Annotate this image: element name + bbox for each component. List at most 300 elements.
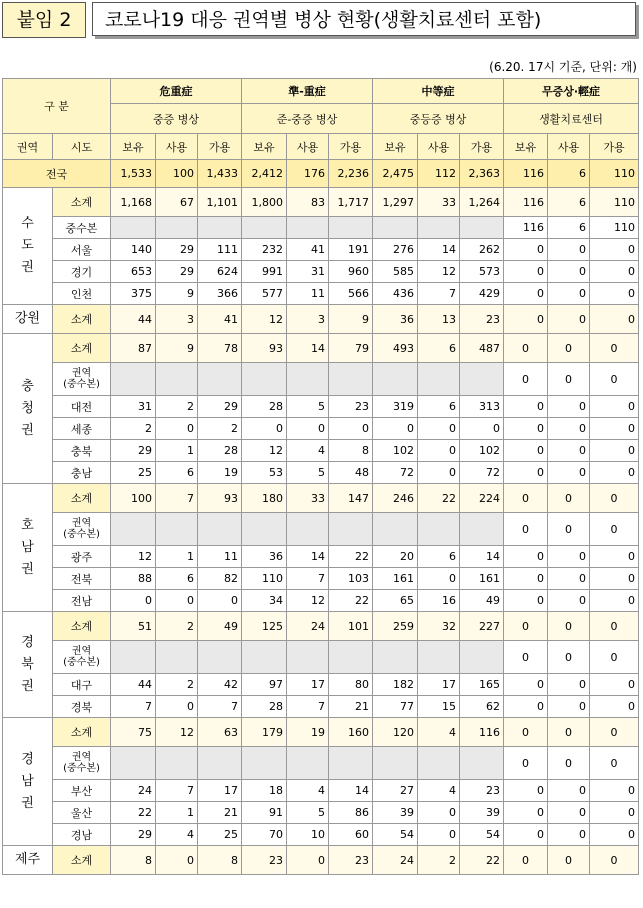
sido-label: 울산: [53, 802, 111, 824]
table-cell: [198, 513, 242, 546]
table-row: [3, 718, 639, 747]
table-cell: [460, 641, 504, 674]
table-cell: 2: [198, 418, 242, 440]
header-group-semi-critical: 準-重症: [242, 79, 373, 104]
table-cell: 0: [548, 546, 590, 568]
table-cell: 53: [242, 462, 287, 484]
table-cell: 2,475: [373, 160, 418, 188]
table-cell: 0: [590, 802, 639, 824]
sido-label: 소계: [53, 612, 111, 641]
table-row: [3, 546, 639, 568]
table-cell: 79: [329, 334, 373, 363]
table-cell: 0: [548, 239, 590, 261]
table-cell: 0: [242, 418, 287, 440]
header-col: 보유: [504, 134, 548, 160]
table-cell: 14: [287, 546, 329, 568]
table-cell: 93: [198, 484, 242, 513]
table-cell: 36: [242, 546, 287, 568]
table-cell: 960: [329, 261, 373, 283]
table-cell: 54: [460, 824, 504, 846]
table-cell: 12: [287, 590, 329, 612]
table-cell: 8: [198, 846, 242, 875]
table-cell: [373, 747, 418, 780]
table-cell: [329, 363, 373, 396]
table-cell: 7: [156, 484, 198, 513]
table-cell: 101: [329, 612, 373, 641]
table-cell: 110: [242, 568, 287, 590]
table-cell: 24: [287, 612, 329, 641]
table-cell: 2,236: [329, 160, 373, 188]
table-cell: 0: [287, 418, 329, 440]
sido-label: 권역 (중수본): [53, 513, 111, 546]
region-label: 충 청 권: [3, 334, 53, 484]
table-cell: 110: [590, 188, 639, 217]
table-cell: 0: [590, 418, 639, 440]
table-row: [3, 824, 639, 846]
table-cell: 4: [156, 824, 198, 846]
table-row: [3, 612, 639, 641]
sido-label: 소계: [53, 718, 111, 747]
table-cell: 0: [590, 612, 639, 641]
table-cell: 160: [329, 718, 373, 747]
table-cell: 0: [156, 846, 198, 875]
table-cell: 34: [242, 590, 287, 612]
table-cell: [111, 513, 156, 546]
table-cell: 0: [504, 846, 548, 875]
table-cell: 86: [329, 802, 373, 824]
table-cell: 28: [242, 396, 287, 418]
sido-label: 부산: [53, 780, 111, 802]
header-col: 사용: [418, 134, 460, 160]
table-cell: 19: [287, 718, 329, 747]
sido-label: 중수본: [53, 217, 111, 239]
table-cell: [242, 513, 287, 546]
table-row: [3, 780, 639, 802]
header-col: 사용: [548, 134, 590, 160]
table-cell: 0: [156, 590, 198, 612]
table-cell: 0: [504, 802, 548, 824]
table-cell: [242, 217, 287, 239]
table-row: [3, 462, 639, 484]
table-cell: 180: [242, 484, 287, 513]
table-cell: 28: [198, 440, 242, 462]
table-cell: [460, 513, 504, 546]
table-cell: 93: [242, 334, 287, 363]
region-label: 강원: [3, 305, 53, 334]
header-sub-semi-critical: 준-중증 병상: [242, 104, 373, 134]
table-cell: 4: [287, 780, 329, 802]
table-row: [3, 846, 639, 875]
table-cell: 191: [329, 239, 373, 261]
table-cell: 0: [287, 846, 329, 875]
table-cell: 14: [329, 780, 373, 802]
table-cell: 246: [373, 484, 418, 513]
table-cell: 276: [373, 239, 418, 261]
table-cell: 14: [460, 546, 504, 568]
table-cell: 1,533: [111, 160, 156, 188]
bed-status-table: [2, 78, 639, 875]
table-cell: 116: [504, 217, 548, 239]
table-cell: 0: [548, 261, 590, 283]
table-cell: 14: [287, 334, 329, 363]
table-cell: 29: [156, 261, 198, 283]
table-cell: 0: [548, 513, 590, 546]
sido-label: 소계: [53, 484, 111, 513]
table-cell: 4: [418, 780, 460, 802]
table-cell: 100: [111, 484, 156, 513]
table-cell: 51: [111, 612, 156, 641]
table-cell: 77: [373, 696, 418, 718]
table-row: [3, 641, 639, 674]
table-cell: 487: [460, 334, 504, 363]
table-row: [3, 261, 639, 283]
table-cell: 0: [156, 418, 198, 440]
table-cell: 0: [111, 590, 156, 612]
table-cell: 0: [548, 802, 590, 824]
table-cell: 7: [198, 696, 242, 718]
table-cell: 0: [418, 802, 460, 824]
table-cell: 0: [590, 484, 639, 513]
table-row: [3, 418, 639, 440]
header-col: 보유: [373, 134, 418, 160]
table-cell: 33: [418, 188, 460, 217]
table-cell: 0: [504, 546, 548, 568]
sido-label: 대구: [53, 674, 111, 696]
table-cell: 0: [590, 824, 639, 846]
table-cell: 0: [548, 696, 590, 718]
table-cell: 140: [111, 239, 156, 261]
table-cell: 7: [111, 696, 156, 718]
header-col: 보유: [242, 134, 287, 160]
table-cell: 5: [287, 802, 329, 824]
table-cell: 0: [548, 747, 590, 780]
table-cell: 2: [156, 396, 198, 418]
table-cell: 7: [287, 696, 329, 718]
table-cell: 0: [198, 590, 242, 612]
region-label: 경 북 권: [3, 612, 53, 718]
table-row: [3, 283, 639, 305]
table-cell: 7: [418, 283, 460, 305]
table-cell: [287, 513, 329, 546]
table-cell: 12: [111, 546, 156, 568]
table-cell: 14: [418, 239, 460, 261]
table-cell: 147: [329, 484, 373, 513]
table-cell: 31: [111, 396, 156, 418]
table-cell: 0: [590, 747, 639, 780]
table-cell: [111, 217, 156, 239]
region-label: 수 도 권: [3, 188, 53, 305]
table-row: [3, 188, 639, 217]
table-cell: [418, 217, 460, 239]
table-cell: 577: [242, 283, 287, 305]
table-cell: 0: [590, 513, 639, 546]
table-cell: [156, 747, 198, 780]
table-cell: 60: [329, 824, 373, 846]
table-cell: [418, 363, 460, 396]
table-cell: 28: [242, 696, 287, 718]
table-cell: 1,800: [242, 188, 287, 217]
sido-label: 경북: [53, 696, 111, 718]
sido-label: 소계: [53, 188, 111, 217]
table-cell: 12: [242, 305, 287, 334]
table-cell: [156, 641, 198, 674]
table-cell: 1,297: [373, 188, 418, 217]
header-sub-mild: 생활치료센터: [504, 104, 639, 134]
table-row: [3, 160, 639, 188]
table-cell: 6: [418, 334, 460, 363]
table-cell: 87: [111, 334, 156, 363]
table-cell: 9: [156, 283, 198, 305]
table-cell: [329, 513, 373, 546]
table-cell: 23: [460, 305, 504, 334]
table-cell: 0: [590, 396, 639, 418]
table-cell: 0: [418, 440, 460, 462]
table-cell: 2,412: [242, 160, 287, 188]
table-cell: 0: [504, 396, 548, 418]
table-row: [3, 568, 639, 590]
table-cell: 7: [287, 568, 329, 590]
table-cell: 32: [418, 612, 460, 641]
sido-label: 소계: [53, 334, 111, 363]
table-cell: 0: [548, 283, 590, 305]
table-cell: 39: [373, 802, 418, 824]
table-cell: 25: [111, 462, 156, 484]
sido-label: 경남: [53, 824, 111, 846]
table-cell: 0: [504, 674, 548, 696]
attachment-tag: 붙임 2: [2, 2, 86, 38]
table-cell: 4: [287, 440, 329, 462]
table-cell: [373, 217, 418, 239]
table-cell: 111: [198, 239, 242, 261]
header-group-mild: 무증상·輕症: [504, 79, 639, 104]
table-cell: 9: [329, 305, 373, 334]
table-cell: 0: [418, 824, 460, 846]
table-cell: 0: [590, 590, 639, 612]
table-cell: 23: [329, 846, 373, 875]
header-col: 보유: [111, 134, 156, 160]
table-cell: 0: [590, 718, 639, 747]
table-cell: 313: [460, 396, 504, 418]
table-cell: 0: [590, 283, 639, 305]
table-cell: 319: [373, 396, 418, 418]
table-cell: [287, 747, 329, 780]
table-cell: 0: [590, 780, 639, 802]
table-cell: [329, 747, 373, 780]
sido-label: 충남: [53, 462, 111, 484]
sido-label: 충북: [53, 440, 111, 462]
table-cell: 39: [460, 802, 504, 824]
table-cell: 72: [460, 462, 504, 484]
table-cell: 6: [418, 396, 460, 418]
table-cell: 0: [548, 590, 590, 612]
table-cell: 0: [504, 363, 548, 396]
table-cell: 27: [373, 780, 418, 802]
table-cell: 0: [590, 696, 639, 718]
table-cell: 103: [329, 568, 373, 590]
table-cell: 18: [242, 780, 287, 802]
table-cell: [156, 363, 198, 396]
table-cell: 0: [590, 546, 639, 568]
row-label: 전국: [3, 160, 111, 188]
table-cell: 80: [329, 674, 373, 696]
table-cell: 3: [287, 305, 329, 334]
table-cell: 991: [242, 261, 287, 283]
table-cell: 1,101: [198, 188, 242, 217]
table-cell: 72: [373, 462, 418, 484]
table-cell: [460, 363, 504, 396]
table-cell: 0: [156, 696, 198, 718]
table-cell: 48: [329, 462, 373, 484]
sido-label: 서울: [53, 239, 111, 261]
header-col: 가용: [198, 134, 242, 160]
table-cell: 21: [198, 802, 242, 824]
table-cell: 10: [287, 824, 329, 846]
table-cell: [373, 641, 418, 674]
table-cell: 75: [111, 718, 156, 747]
header-region: 권역: [3, 134, 53, 160]
header-col: 사용: [287, 134, 329, 160]
table-cell: 0: [590, 462, 639, 484]
table-cell: 116: [460, 718, 504, 747]
table-cell: [287, 217, 329, 239]
table-cell: 36: [373, 305, 418, 334]
table-cell: [198, 747, 242, 780]
table-cell: 436: [373, 283, 418, 305]
table-cell: 0: [548, 305, 590, 334]
table-row: [3, 674, 639, 696]
sido-label: 권역 (중수본): [53, 363, 111, 396]
table-cell: 165: [460, 674, 504, 696]
header-gubun: 구 분: [3, 79, 111, 134]
table-row: [3, 440, 639, 462]
table-cell: 82: [198, 568, 242, 590]
header-sub-critical: 중증 병상: [111, 104, 242, 134]
table-cell: 0: [504, 696, 548, 718]
region-label: 제주: [3, 846, 53, 875]
table-cell: 97: [242, 674, 287, 696]
table-cell: 11: [198, 546, 242, 568]
sido-label: 전북: [53, 568, 111, 590]
table-row: [3, 590, 639, 612]
table-cell: 161: [373, 568, 418, 590]
table-row: [3, 696, 639, 718]
table-cell: 0: [418, 568, 460, 590]
table-cell: [329, 217, 373, 239]
table-cell: [198, 217, 242, 239]
table-cell: 0: [548, 846, 590, 875]
table-cell: 1,717: [329, 188, 373, 217]
table-cell: 4: [418, 718, 460, 747]
reference-note: (6.20. 17시 기준, 단위: 개): [489, 60, 637, 74]
table-cell: 125: [242, 612, 287, 641]
table-cell: 0: [548, 418, 590, 440]
table-cell: 23: [242, 846, 287, 875]
table-cell: 0: [504, 334, 548, 363]
header-group-moderate: 中等症: [373, 79, 504, 104]
table-cell: 0: [504, 568, 548, 590]
table-cell: 1: [156, 440, 198, 462]
table-cell: [111, 641, 156, 674]
table-cell: 22: [329, 546, 373, 568]
table-cell: 41: [198, 305, 242, 334]
table-cell: 366: [198, 283, 242, 305]
table-cell: 29: [111, 440, 156, 462]
header-col: 가용: [590, 134, 639, 160]
table-cell: [373, 513, 418, 546]
region-label: 경 남 권: [3, 718, 53, 846]
table-row: [3, 239, 639, 261]
table-cell: 0: [548, 363, 590, 396]
table-cell: 2,363: [460, 160, 504, 188]
table-cell: [198, 641, 242, 674]
table-cell: 22: [329, 590, 373, 612]
table-cell: [418, 747, 460, 780]
table-cell: 0: [548, 568, 590, 590]
table-cell: [242, 641, 287, 674]
table-cell: 31: [287, 261, 329, 283]
table-cell: 102: [373, 440, 418, 462]
sido-label: 권역 (중수본): [53, 747, 111, 780]
table-cell: 24: [111, 780, 156, 802]
table-cell: 493: [373, 334, 418, 363]
table-cell: 23: [329, 396, 373, 418]
table-cell: 1: [156, 802, 198, 824]
table-cell: [198, 363, 242, 396]
table-cell: 19: [198, 462, 242, 484]
table-cell: 17: [198, 780, 242, 802]
table-cell: 78: [198, 334, 242, 363]
table-cell: 49: [198, 612, 242, 641]
table-cell: [111, 747, 156, 780]
table-cell: 6: [418, 546, 460, 568]
table-cell: 262: [460, 239, 504, 261]
table-cell: 116: [504, 188, 548, 217]
table-cell: 1: [156, 546, 198, 568]
table-cell: 0: [418, 462, 460, 484]
table-cell: 0: [548, 718, 590, 747]
table-cell: 22: [111, 802, 156, 824]
header-group-critical: 危重症: [111, 79, 242, 104]
table-cell: 9: [156, 334, 198, 363]
table-cell: 42: [198, 674, 242, 696]
table-cell: 0: [418, 418, 460, 440]
sido-label: 권역 (중수본): [53, 641, 111, 674]
table-cell: 1,433: [198, 160, 242, 188]
table-cell: 12: [156, 718, 198, 747]
table-cell: 0: [590, 363, 639, 396]
table-cell: 110: [590, 217, 639, 239]
table-cell: 0: [504, 239, 548, 261]
header-sub-moderate: 중등증 병상: [373, 104, 504, 134]
table-cell: 0: [504, 418, 548, 440]
table-cell: 8: [329, 440, 373, 462]
table-cell: 2: [156, 612, 198, 641]
table-cell: [287, 641, 329, 674]
table-cell: [156, 513, 198, 546]
table-cell: 0: [460, 418, 504, 440]
header-sido: 시도: [53, 134, 111, 160]
table-cell: 2: [156, 674, 198, 696]
table-cell: 12: [242, 440, 287, 462]
table-cell: 0: [329, 418, 373, 440]
table-cell: 2: [111, 418, 156, 440]
table-cell: 0: [548, 484, 590, 513]
table-cell: [460, 217, 504, 239]
table-cell: 15: [418, 696, 460, 718]
table-cell: 120: [373, 718, 418, 747]
sido-label: 소계: [53, 305, 111, 334]
table-cell: 67: [156, 188, 198, 217]
